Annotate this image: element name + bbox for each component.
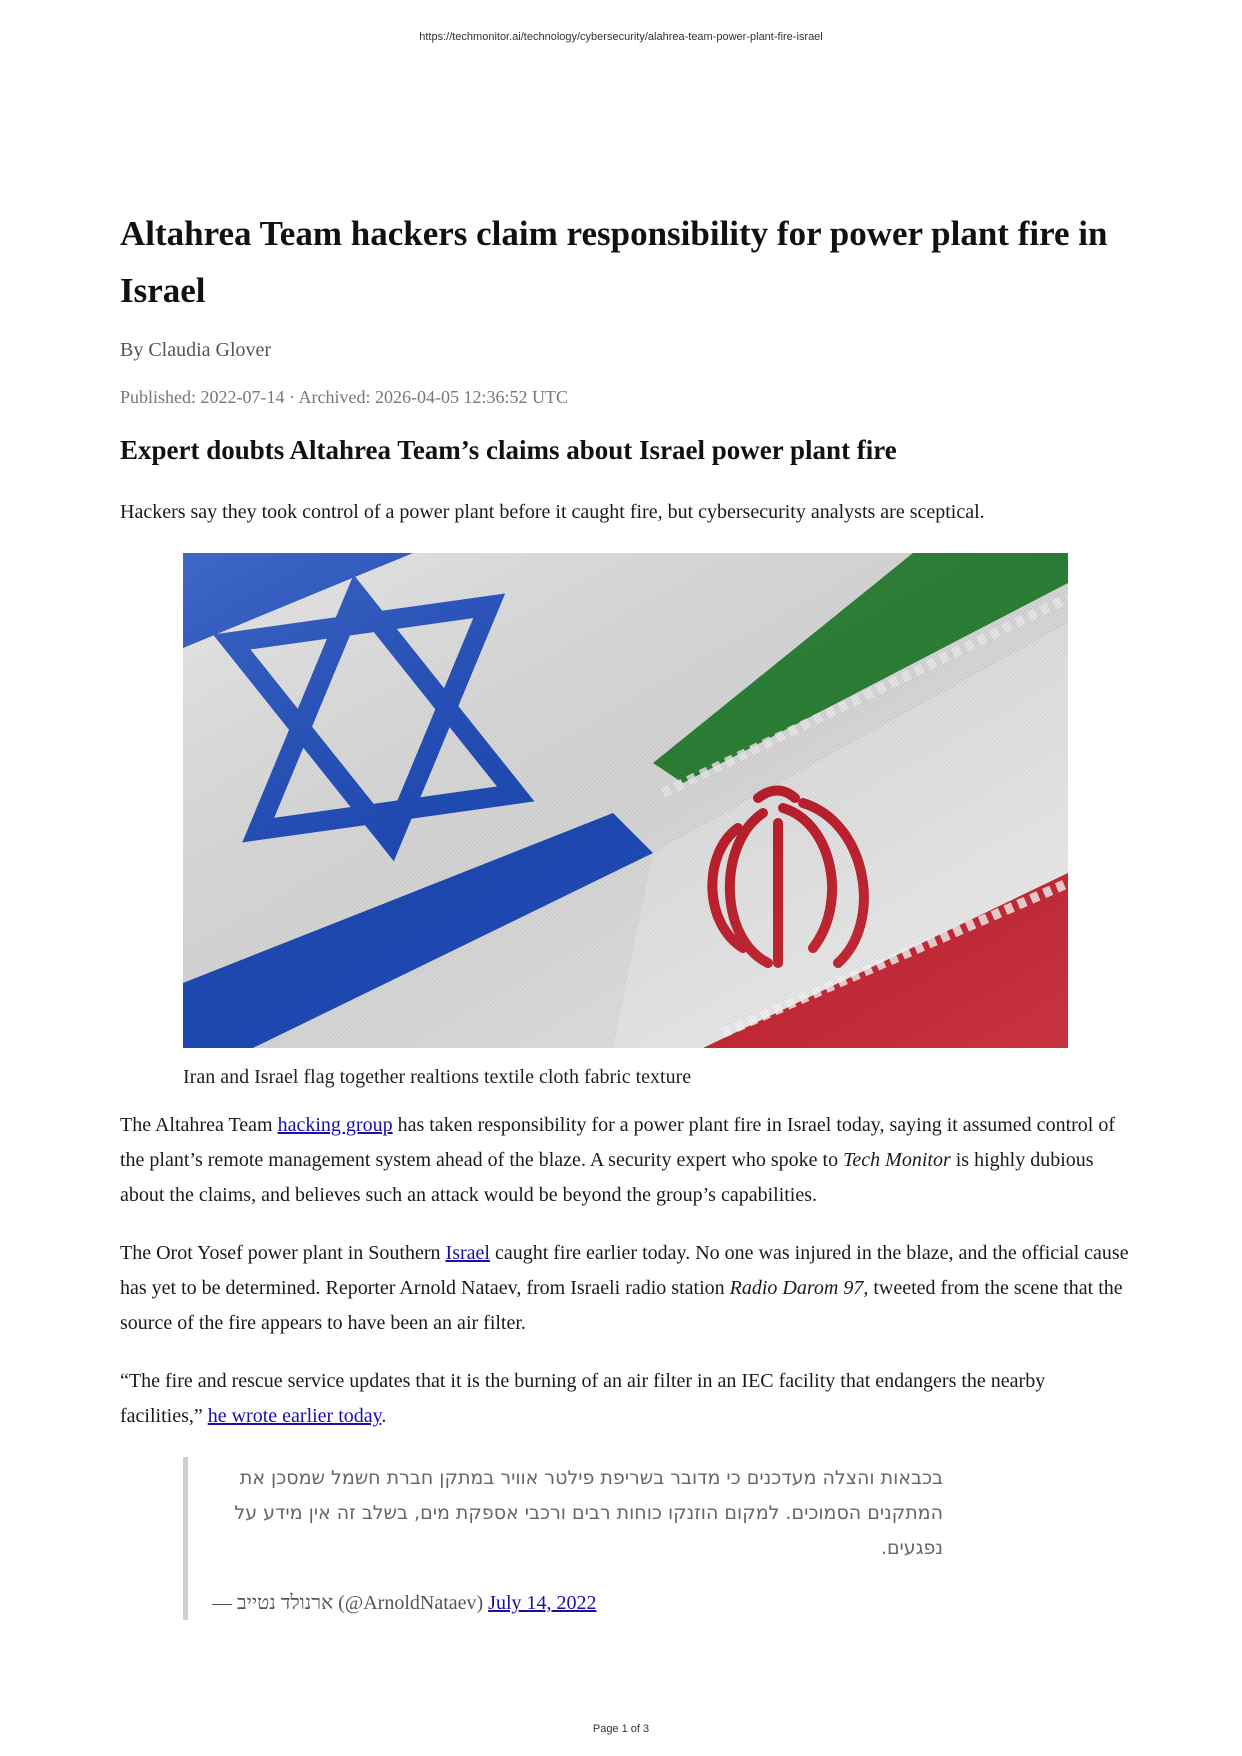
lead-paragraph: Hackers say they took control of a power plant before it caught fire, but cybersecurity analysts are sceptical.: [120, 501, 985, 523]
article-title: Altahrea Team hackers claim responsibility for power plant fire in Israel: [120, 214, 1108, 310]
paragraph-2: [120, 1236, 1130, 1341]
text-span: , tweeted from the scene that the source of the fire appears to have been an air filter.: [120, 1277, 1123, 1334]
tweet-author: — ארנולד נטייב (@ArnoldNataev): [212, 1592, 489, 1614]
text-span: has taken responsibility for a power plant fire in Israel today, saying it assumed control of the plant’s remote management system ahead of the blaze. A security expert who spoke to: [120, 1114, 1115, 1171]
text-span: The Orot Yosef power plant in Southern: [120, 1242, 446, 1264]
article-subtitle: Expert doubts Altahrea Team’s claims about Israel power plant fire: [120, 435, 897, 465]
text-span: caught fire earlier today. No one was injured in the blaze, and the official cause has yet to be determined. Reporter Arnold Nataev, from Israeli radio station: [120, 1242, 1129, 1299]
text-span: .: [381, 1405, 387, 1427]
israel-link[interactable]: Israel: [445, 1242, 490, 1264]
text-span: The Altahrea Team: [120, 1114, 278, 1136]
page-url: https://techmonitor.ai/technology/cybersecurity/alahrea-team-power-plant-fire-israel: [419, 31, 823, 43]
article-figure: [183, 553, 1068, 1090]
page-number: Page 1 of 3: [592, 1723, 650, 1735]
flags-image: [183, 553, 1068, 1048]
publication-name: Tech Monitor: [843, 1149, 951, 1171]
radio-station-name: Radio Darom 97: [729, 1277, 864, 1299]
paragraph-1: [120, 1108, 1130, 1213]
text-span: is highly dubious about the claims, and believes such an attack would be beyond the group’s capabilities.: [120, 1149, 1094, 1206]
publish-meta: Published: 2022-07-14 · Archived: 2026-04-05 12:36:52 UTC: [120, 387, 568, 407]
figure-caption: Iran and Israel flag together realtions textile cloth fabric texture: [183, 1066, 692, 1088]
tweet-text: בכבאות והצלה מעדכנים כי מדובר בשריפת פילטר אוויר במתקן חברת חשמל שמסכן את המתקנים הסמוכים. למקום הוזנקו כוחות רבים ורכבי אספקת מים, בשלב זה אין מידע על נפגעים.: [234, 1467, 943, 1559]
article: [120, 205, 1130, 1620]
embedded-tweet: [183, 1457, 1003, 1620]
paragraph-3: [120, 1364, 1130, 1434]
tweet-link[interactable]: he wrote earlier today: [207, 1405, 382, 1427]
tweet-date-link[interactable]: July 14, 2022: [488, 1592, 597, 1614]
text-span: “The fire and rescue service updates that it is the burning of an air filter in an IEC facility that endangers the nearby facilities,”: [120, 1370, 1046, 1427]
hacking-group-link[interactable]: hacking group: [277, 1114, 393, 1136]
byline: By Claudia Glover: [120, 339, 272, 361]
tweet-source: [212, 1588, 1003, 1618]
